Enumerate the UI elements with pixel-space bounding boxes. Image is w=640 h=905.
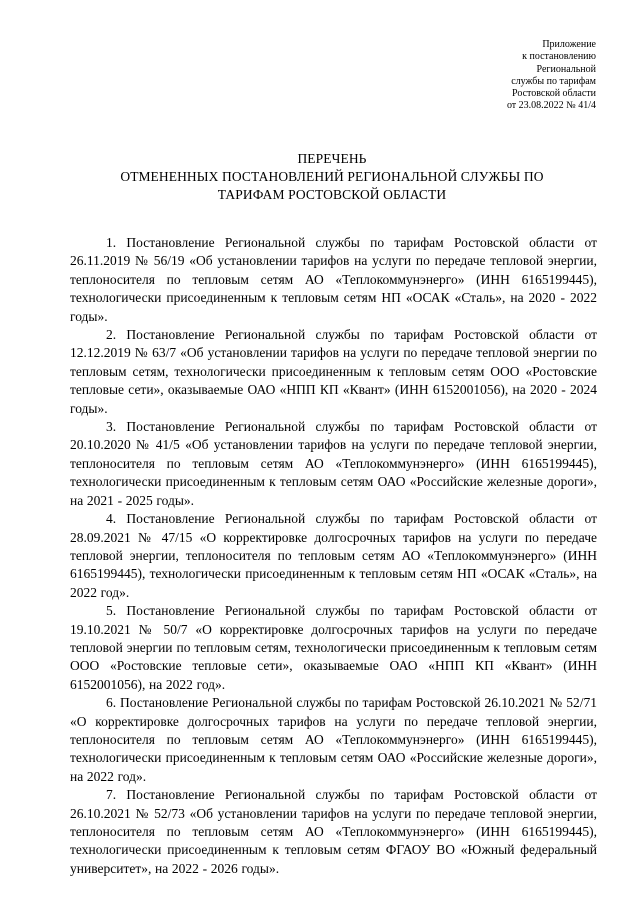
annex-reference (356, 39, 596, 113)
list-item: 7. Постановление Региональной службы по тарифам Ростовской области от 26.10.2021 № 52/73 «Об установлении тарифов на услуги по передаче тепловой энергии, теплоносителя по тепловым сетям АО «Теплокоммунэнерго» (ИНН 6165199445), технологически присоединенным к тепловым сетям ФГАОУ ВО «Южный федеральный университет», на 2022 - 2026 годы». (70, 787, 597, 876)
list-item: 5. Постановление Региональной службы по тарифам Ростовской области от 19.10.2021 № 50/7 «О корректировке долгосрочных тарифов на услуги по передаче тепловой энергии по тепловым сетям, технологически присоединенным к тепловым сетям ООО «Ростовские тепловые сети», оказываемые ОАО «НПП КП «Квант» (ИНН 6152001056), на 2022 год». (70, 603, 597, 692)
annex-line: к постановлению (522, 51, 596, 63)
list-item: 1. Постановление Региональной службы по тарифам Ростовской области от 26.11.2019 № 56/19 «Об установлении тарифов на услуги по передаче тепловой энергии, теплоносителя по тепловым сетям АО «Теплокоммунэнерго» (ИНН 6165199445), технологически присоединенным к тепловым сетям НП «ОСАК «Сталь», на 2020 - 2022 годы». (70, 235, 597, 324)
annex-line: Ростовской области (512, 88, 596, 100)
list-item: 2. Постановление Региональной службы по тарифам Ростовской области от 12.12.2019 № 63/7 «Об установлении тарифов на услуги по передаче тепловой энергии по тепловым сетям, технологически присоединенным к тепловым сетям ООО «Ростовские тепловые сети», оказываемые ОАО «НПП КП «Квант» (ИНН 6152001056), на 2020 - 2024 годы». (70, 327, 597, 416)
annex-line: Приложение (542, 39, 596, 50)
annex-line: службы по тарифам (511, 75, 596, 87)
title-line: ОТМЕНЕННЫХ ПОСТАНОВЛЕНИЙ РЕГИОНАЛЬНОЙ СЛУЖБЫ ПО (120, 169, 544, 184)
resolution-list (70, 234, 597, 878)
annex-line: от 23.08.2022 № 41/4 (506, 100, 596, 112)
title-line: ТАРИФАМ РОСТОВСКОЙ ОБЛАСТИ (217, 187, 447, 202)
document-title (60, 150, 604, 204)
title-heading: ПЕРЕЧЕНЬ (297, 151, 367, 166)
list-item: 6. Постановление Региональной службы по тарифам Ростовской 26.10.2021 № 52/71 «О корректировке долгосрочных тарифов на услуги по передаче тепловой энергии, теплоносителя по тепловым сетям АО «Теплокоммунэнерго» (ИНН 6165199445), технологически присоединенным к тепловым сетям ОАО «Российские железные дороги», на 2022 год». (70, 695, 597, 784)
list-item: 4. Постановление Региональной службы по тарифам Ростовской области от 28.09.2021 № 47/15 «О корректировке долгосрочных тарифов на услуги по передаче тепловой энергии, теплоносителя по тепловым сетям АО «Теплокоммунэнерго» (ИНН 6165199445), технологически присоединенным к тепловым сетям НП «ОСАК «Сталь», на 2022 год». (70, 511, 597, 600)
annex-line: Региональной (536, 63, 596, 75)
list-item: 3. Постановление Региональной службы по тарифам Ростовской области от 20.10.2020 № 41/5 «Об установлении тарифов на услуги по передаче тепловой энергии, теплоносителя по тепловым сетям АО «Теплокоммунэнерго» (ИНН 6165199445), технологически присоединенным к тепловым сетям ОАО «Российские железные дороги», на 2021 - 2025 годы». (70, 419, 597, 508)
